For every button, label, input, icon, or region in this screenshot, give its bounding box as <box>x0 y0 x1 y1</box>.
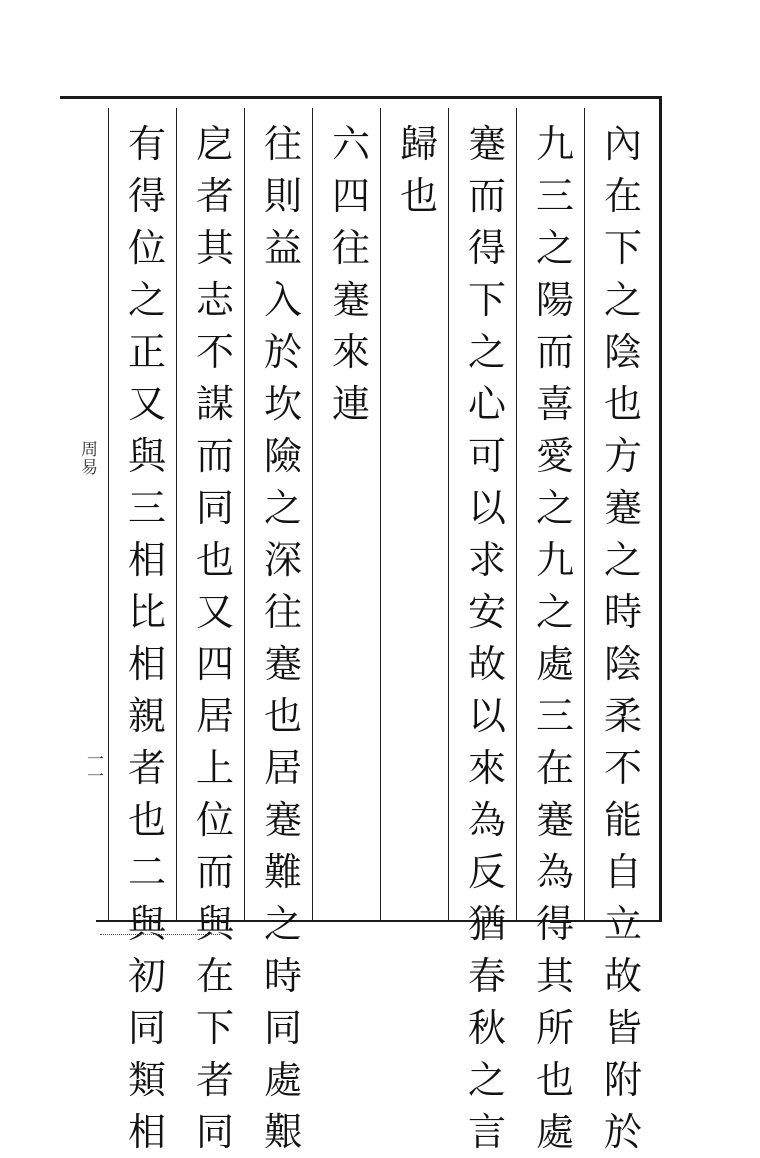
character: 所 <box>535 1006 574 1050</box>
character: 之 <box>603 278 642 322</box>
character: 蹇 <box>263 798 302 842</box>
character: 得 <box>535 902 574 946</box>
character: 下 <box>195 1006 234 1050</box>
character: 心 <box>467 382 506 426</box>
character: 而 <box>195 850 234 894</box>
character: 於 <box>603 1110 642 1154</box>
character: 猶 <box>467 902 506 946</box>
character: 者 <box>195 1058 234 1102</box>
character: 為 <box>467 798 506 842</box>
character: 往 <box>263 590 302 634</box>
character: 求 <box>467 538 506 582</box>
character: 二 <box>127 850 166 894</box>
character: 在 <box>603 174 642 218</box>
character: 之 <box>263 902 302 946</box>
character: 蹇 <box>467 122 506 166</box>
character: 三 <box>535 694 574 738</box>
character: 在 <box>535 746 574 790</box>
character: 陽 <box>535 278 574 322</box>
character: 陰 <box>603 330 642 374</box>
character: 之 <box>535 590 574 634</box>
character: 來 <box>331 330 370 374</box>
character: 之 <box>467 1058 506 1102</box>
character: 處 <box>263 1058 302 1102</box>
character: 初 <box>127 954 166 998</box>
text-column-6 <box>250 118 316 1158</box>
character: 蹇 <box>603 486 642 530</box>
character: 同 <box>195 1110 234 1154</box>
character: 反 <box>467 850 506 894</box>
character: 在 <box>195 954 234 998</box>
margin-page-number: 一一 <box>83 750 103 784</box>
character: 得 <box>467 226 506 270</box>
character: 愛 <box>535 434 574 478</box>
character: 戹 <box>195 122 234 166</box>
character: 相 <box>127 642 166 686</box>
character: 志 <box>195 278 234 322</box>
character: 相 <box>127 538 166 582</box>
character: 不 <box>603 746 642 790</box>
character: 相 <box>127 1110 166 1154</box>
character: 又 <box>195 590 234 634</box>
character: 處 <box>535 1110 574 1154</box>
character: 時 <box>263 954 302 998</box>
character: 下 <box>603 226 642 270</box>
character: 同 <box>127 1006 166 1050</box>
character: 六 <box>331 122 370 166</box>
character: 其 <box>195 226 234 270</box>
character: 難 <box>263 850 302 894</box>
character: 也 <box>399 174 438 218</box>
character: 以 <box>467 486 506 530</box>
character: 也 <box>603 382 642 426</box>
character: 下 <box>467 278 506 322</box>
character: 有 <box>127 122 166 166</box>
character: 得 <box>127 174 166 218</box>
character: 比 <box>127 590 166 634</box>
character: 謀 <box>195 382 234 426</box>
character: 歸 <box>399 122 438 166</box>
text-column-2 <box>522 118 588 1158</box>
text-column-8 <box>114 118 180 1158</box>
character: 來 <box>467 746 506 790</box>
character: 以 <box>467 694 506 738</box>
character: 春 <box>467 954 506 998</box>
character: 之 <box>535 226 574 270</box>
character: 與 <box>195 902 234 946</box>
character: 三 <box>127 486 166 530</box>
character: 之 <box>603 538 642 582</box>
character: 往 <box>263 122 302 166</box>
character: 能 <box>603 798 642 842</box>
character: 也 <box>535 1058 574 1102</box>
character: 內 <box>603 122 642 166</box>
character: 立 <box>603 902 642 946</box>
character: 處 <box>535 642 574 686</box>
character: 險 <box>263 434 302 478</box>
character: 艱 <box>263 1110 302 1154</box>
character: 位 <box>127 226 166 270</box>
character: 之 <box>467 330 506 374</box>
character: 連 <box>331 382 370 426</box>
character: 而 <box>467 174 506 218</box>
character: 類 <box>127 1058 166 1102</box>
character: 故 <box>467 642 506 686</box>
character: 者 <box>127 746 166 790</box>
character: 故 <box>603 954 642 998</box>
character: 喜 <box>535 382 574 426</box>
character: 皆 <box>603 1006 642 1050</box>
margin-title: 周易 <box>77 440 97 476</box>
character: 居 <box>195 694 234 738</box>
character: 之 <box>535 486 574 530</box>
character: 柔 <box>603 694 642 738</box>
character: 之 <box>127 278 166 322</box>
character: 三 <box>535 174 574 218</box>
character: 正 <box>127 330 166 374</box>
character: 四 <box>195 642 234 686</box>
character: 同 <box>195 486 234 530</box>
character: 往 <box>331 226 370 270</box>
character: 也 <box>263 694 302 738</box>
character: 又 <box>127 382 166 426</box>
character: 上 <box>195 746 234 790</box>
column-rule <box>108 108 109 920</box>
character: 於 <box>263 330 302 374</box>
character: 安 <box>467 590 506 634</box>
bottom-edge-marks <box>100 926 220 935</box>
character: 也 <box>195 538 234 582</box>
character: 不 <box>195 330 234 374</box>
character: 也 <box>127 798 166 842</box>
character: 親 <box>127 694 166 738</box>
character: 言 <box>467 1110 506 1154</box>
character: 深 <box>263 538 302 582</box>
character: 而 <box>195 434 234 478</box>
character: 與 <box>127 902 166 946</box>
character: 蹇 <box>535 798 574 842</box>
character: 秋 <box>467 1006 506 1050</box>
character: 蹇 <box>331 278 370 322</box>
character: 陰 <box>603 642 642 686</box>
character: 入 <box>263 278 302 322</box>
character: 位 <box>195 798 234 842</box>
text-column-7 <box>182 118 248 1158</box>
column-rule <box>448 108 449 920</box>
character: 而 <box>535 330 574 374</box>
text-column-1 <box>590 118 656 1158</box>
text-column-5 <box>318 118 384 430</box>
character: 為 <box>535 850 574 894</box>
text-column-3 <box>454 118 520 1158</box>
character: 四 <box>331 174 370 218</box>
character: 與 <box>127 434 166 478</box>
previous-page-edge <box>60 96 96 399</box>
character: 九 <box>535 122 574 166</box>
character: 蹇 <box>263 642 302 686</box>
character: 九 <box>535 538 574 582</box>
character: 可 <box>467 434 506 478</box>
character: 自 <box>603 850 642 894</box>
character: 之 <box>263 486 302 530</box>
character: 其 <box>535 954 574 998</box>
character: 方 <box>603 434 642 478</box>
character: 居 <box>263 746 302 790</box>
character: 同 <box>263 1006 302 1050</box>
character: 時 <box>603 590 642 634</box>
character: 益 <box>263 226 302 270</box>
character: 坎 <box>263 382 302 426</box>
character: 附 <box>603 1058 642 1102</box>
character: 則 <box>263 174 302 218</box>
text-column-4 <box>386 118 452 222</box>
character: 者 <box>195 174 234 218</box>
